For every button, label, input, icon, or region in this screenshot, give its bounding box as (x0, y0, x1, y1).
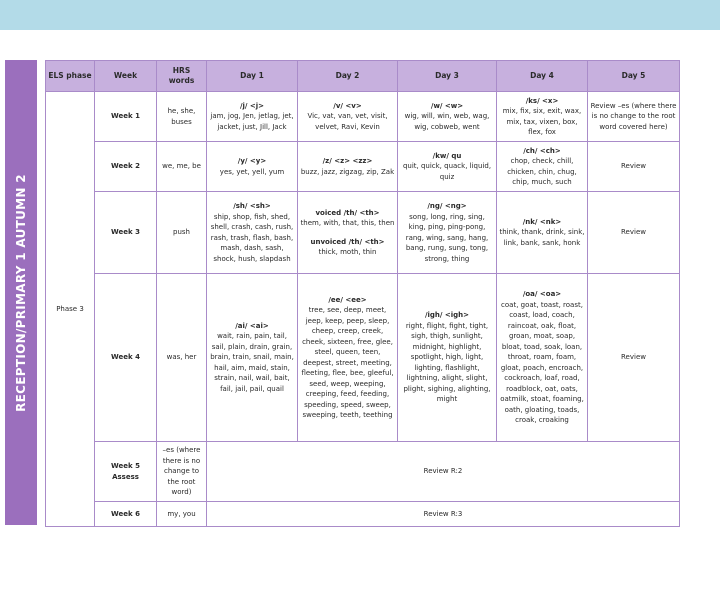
word-list: coat, goat, toast, roast, coast, load, coach, raincoat, oak, float, groan, moat, soap, bloat, toad, soak, loan, throat, roam, foam, gloat, poach, encroach, cockroach, loaf, road, roadblock, oat, oats, oatmilk, stoat, foaming, oath, gloating, toads, croak, croaking (500, 300, 584, 425)
word-list: them, with, that, this, then (300, 219, 395, 227)
sound-label: /sh/ <sh> (233, 202, 271, 210)
header-day-1: Day 1 (207, 61, 298, 92)
week-cell: Week 3 (95, 192, 157, 274)
sound-label: /ai/ <ai> (235, 321, 269, 330)
spacer (300, 229, 395, 237)
sound-label: unvoiced /th/ <th> (310, 237, 385, 246)
sound-label: /j/ <j> (239, 101, 265, 110)
word-list: mix, fix, six, exit, wax, mix, tax, vixen, box, flex, fox (502, 107, 582, 136)
week-cell: Week 4 (95, 274, 157, 442)
hrs-cell: we, me, be (157, 142, 207, 192)
sound-label: /z/ <z> <zz> (322, 157, 373, 165)
sound-label: /igh/ <igh> (424, 311, 470, 320)
day-cell (207, 92, 298, 142)
table-row (46, 92, 680, 142)
table-row (46, 274, 680, 442)
week-cell: Week 2 (95, 142, 157, 192)
word-list: wait, rain, pain, tail, sail, plain, drain, grain, brain, train, snail, main, hail, aim, maid, stain, strain, nail, wail, bait, fail, jail, pail, quail (210, 332, 294, 393)
word-list: tree, see, deep, meet, jeep, keep, peep, sleep, cheep, creep, creek, cheek, sixteen, free, glee, steel, queen, teen, deepest, street, meeting, fleeting, flee, bee, gleeful, seed, weep, weeping, creeping, feed, feeding, speeding, speed, sweep, sweeping, teeth, teething (301, 306, 394, 419)
word-list: thick, moth, thin (318, 248, 377, 256)
header-els-phase: ELS phase (46, 61, 95, 92)
word-list: quit, quick, quack, liquid, quiz (402, 162, 492, 181)
word-list: yes, yet, yell, yum (219, 167, 285, 176)
word-list: think, thank, drink, sink, link, bank, sank, honk (499, 228, 585, 247)
day-cell (398, 92, 497, 142)
review-span-cell: Review R:3 (207, 502, 680, 527)
header-day-3: Day 3 (398, 61, 497, 92)
header-day-5: Day 5 (588, 61, 680, 92)
word-list: ship, shop, fish, shed, shell, crash, cash, rush, rash, trash, flash, bash, mash, dash, sash, shock, hush, slapdash (210, 212, 294, 263)
review-cell: Review –es (where there is no change to the root word covered here) (588, 92, 680, 142)
hrs-cell: he, she, buses (157, 92, 207, 142)
sound-label: /ee/ <ee> (328, 295, 367, 304)
week-cell: Week 1 (95, 92, 157, 142)
day-cell (298, 192, 398, 274)
day-cell (497, 142, 588, 192)
day-cell (207, 192, 298, 274)
header-day-2: Day 2 (298, 61, 398, 92)
word-list: chop, check, chill, chicken, chin, chug, chip, much, such (507, 157, 577, 186)
sound-label: /oa/ <oa> (522, 290, 562, 299)
sound-label: /w/ <w> (430, 101, 464, 110)
week-cell: Week 5 Assess (95, 442, 157, 502)
sound-label: /ch/ <ch> (523, 146, 561, 155)
header-row (46, 61, 680, 92)
table-row (46, 442, 680, 502)
hrs-cell: was, her (157, 274, 207, 442)
header-day-4: Day 4 (497, 61, 588, 92)
day-cell (497, 192, 588, 274)
top-banner (0, 0, 720, 30)
word-list: song, long, ring, sing, king, ping, ping-pong, rang, wing, sang, hang, bang, rung, sung, tong, strong, thing (405, 212, 489, 263)
word-list: right, flight, fight, tight, sigh, thigh, sunlight, midnight, highlight, spotlight, high, light, lighting, flashlight, lightning, alight, slight, plight, sighing, alighting, might (403, 321, 491, 404)
phase-label: Phase 3 (56, 304, 84, 313)
phonics-schedule-table (45, 60, 680, 527)
sound-label: /y/ <y> (237, 157, 267, 165)
phase-cell (46, 92, 95, 527)
word-list: wig, will, win, web, wag, wig, cobweb, went (404, 112, 490, 131)
hrs-cell: –es (where there is no change to the root word) (157, 442, 207, 502)
sound-label: /kw/ qu (432, 151, 462, 160)
day-cell (497, 274, 588, 442)
word-list: buzz, jazz, zigzag, zip, Zak (300, 167, 395, 176)
sound-label: /ng/ <ng> (427, 202, 467, 210)
review-cell: Review (588, 274, 680, 442)
day-cell (298, 92, 398, 142)
hrs-cell: my, you (157, 502, 207, 527)
day-cell (398, 142, 497, 192)
review-cell: Review (588, 192, 680, 274)
sound-label: /nk/ <nk> (522, 217, 562, 226)
day-cell (398, 192, 497, 274)
day-cell (207, 142, 298, 192)
table-row (46, 502, 680, 527)
day-cell (207, 274, 298, 442)
day-cell (497, 92, 588, 142)
day-cell (398, 274, 497, 442)
table-row (46, 142, 680, 192)
word-list: Vic, vat, van, vet, visit, velvet, Ravi, Kevin (307, 112, 388, 131)
review-cell: Review (588, 142, 680, 192)
day-cell (298, 142, 398, 192)
sound-label: voiced /th/ <th> (315, 208, 380, 217)
sound-label: /ks/ <x> (525, 96, 559, 105)
week-cell: Week 6 (95, 502, 157, 527)
header-hrs-words: HRS words (157, 61, 207, 92)
word-list: jam, jog, Jen, jetlag, jet, jacket, just, Jill, Jack (210, 112, 294, 131)
term-sidebar (5, 60, 37, 525)
table-row (46, 192, 680, 274)
review-span-cell: Review R:2 (207, 442, 680, 502)
sound-label: /v/ <v> (333, 101, 362, 110)
header-week: Week (95, 61, 157, 92)
day-cell (298, 274, 398, 442)
sidebar-title: RECEPTION/PRIMARY 1 AUTUMN 2 (14, 173, 29, 412)
hrs-cell: push (157, 192, 207, 274)
